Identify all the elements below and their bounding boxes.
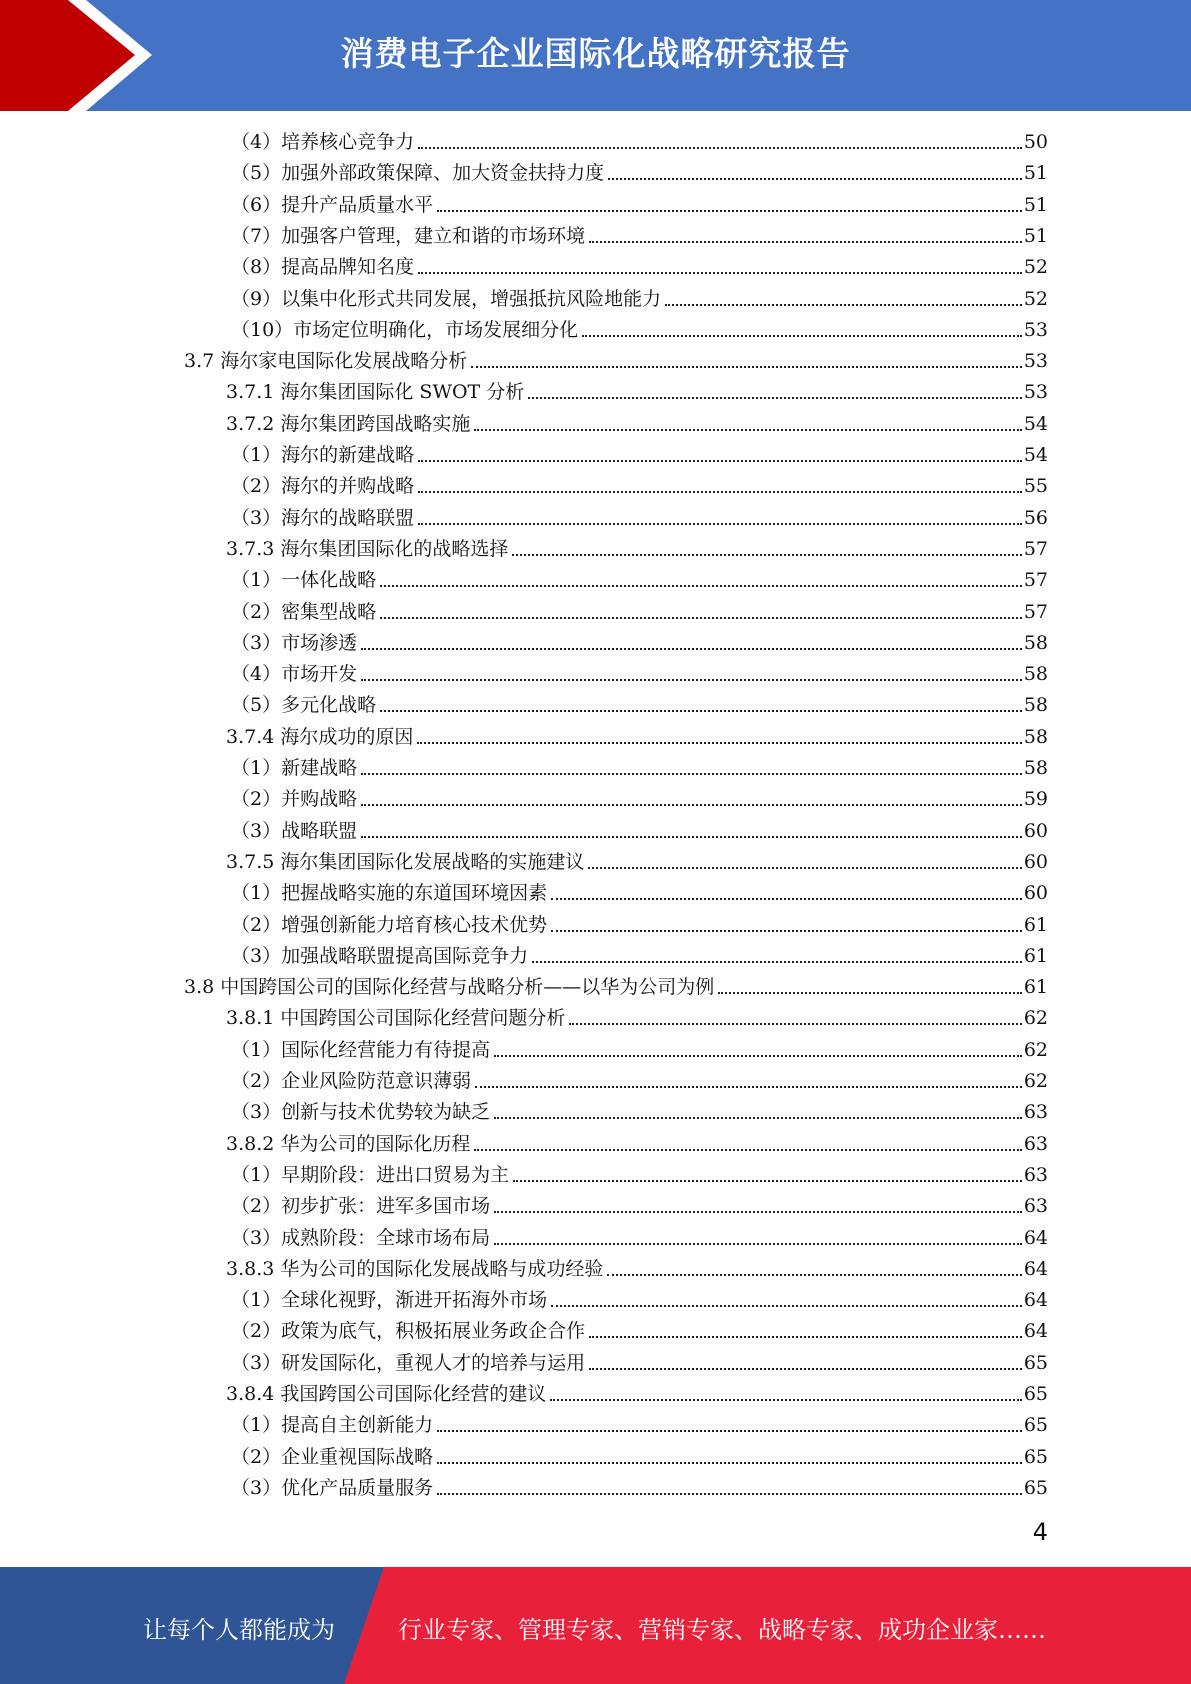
toc-entry-page: 63 bbox=[1023, 1163, 1048, 1186]
toc-entry-page: 53 bbox=[1023, 318, 1048, 341]
toc-entry[interactable] bbox=[233, 504, 1048, 532]
toc-entry[interactable] bbox=[184, 973, 1048, 1001]
toc-entry-page: 62 bbox=[1023, 1070, 1048, 1092]
toc-leader-dots bbox=[418, 460, 1022, 462]
toc-entry-label: 3.7.3 海尔集团国际化的战略选择 bbox=[226, 537, 509, 560]
toc-entry[interactable] bbox=[233, 285, 1048, 313]
toc-leader-dots bbox=[512, 554, 1021, 556]
toc-entry[interactable] bbox=[226, 1004, 1048, 1032]
toc-entry-label: （6）提升产品质量水平 bbox=[231, 193, 434, 216]
toc-leader-dots bbox=[417, 742, 1021, 744]
toc-entry-page: 65 bbox=[1023, 1414, 1048, 1437]
toc-entry-page: 52 bbox=[1023, 287, 1048, 310]
toc-leader-dots bbox=[532, 961, 1022, 963]
toc-entry-page: 65 bbox=[1023, 1351, 1048, 1374]
toc-entry-page: 63 bbox=[1023, 1101, 1048, 1124]
toc-entry[interactable] bbox=[233, 1474, 1048, 1502]
toc-leader-dots bbox=[380, 710, 1022, 712]
toc-leader-dots bbox=[589, 1336, 1022, 1338]
toc-entry-page: 51 bbox=[1023, 224, 1048, 247]
toc-leader-dots bbox=[474, 429, 1021, 431]
toc-entry-label: （3）加强战略联盟提高国际竞争力 bbox=[231, 944, 529, 967]
toc-entry[interactable] bbox=[233, 942, 1048, 970]
toc-entry-page: 64 bbox=[1023, 1320, 1048, 1343]
toc-entry-page: 62 bbox=[1023, 1038, 1048, 1061]
toc-leader-dots bbox=[474, 1149, 1021, 1151]
toc-entry-page: 57 bbox=[1023, 569, 1048, 592]
toc-leader-dots bbox=[718, 992, 1022, 994]
toc-entry-page: 63 bbox=[1023, 1132, 1048, 1155]
toc-entry[interactable] bbox=[233, 785, 1048, 813]
toc-leader-dots bbox=[475, 1086, 1022, 1088]
toc-entry-page: 60 bbox=[1023, 819, 1048, 842]
toc-leader-dots bbox=[471, 366, 1022, 368]
toc-leader-dots bbox=[608, 178, 1022, 180]
toc-entry[interactable] bbox=[233, 159, 1048, 187]
toc-leader-dots bbox=[551, 898, 1022, 900]
toc-leader-dots bbox=[513, 1180, 1022, 1182]
toc-entry-label: 3.7.2 海尔集团跨国战略实施 bbox=[226, 412, 471, 435]
toc-entry[interactable] bbox=[233, 1443, 1048, 1471]
toc-entry[interactable] bbox=[233, 629, 1048, 657]
toc-entry-label: 3.7.4 海尔成功的原因 bbox=[226, 725, 414, 748]
toc-entry-page: 65 bbox=[1023, 1476, 1048, 1499]
toc-leader-dots bbox=[589, 241, 1022, 243]
toc-entry[interactable] bbox=[233, 472, 1048, 500]
toc-entry[interactable] bbox=[233, 191, 1048, 219]
toc-entry-label: 3.7.5 海尔集团国际化发展战略的实施建议 bbox=[226, 850, 585, 873]
toc-entry-page: 64 bbox=[1023, 1257, 1048, 1280]
toc-entry-page: 58 bbox=[1023, 757, 1048, 779]
toc-entry-page: 54 bbox=[1023, 444, 1048, 466]
toc-entry-page: 62 bbox=[1023, 1007, 1048, 1030]
toc-entry-label: （2）海尔的并购战略 bbox=[231, 475, 415, 498]
toc-entry-page: 65 bbox=[1023, 1445, 1048, 1468]
toc-entry-label: 3.8.3 华为公司的国际化发展战略与成功经验 bbox=[226, 1257, 604, 1280]
toc-leader-dots bbox=[665, 304, 1022, 306]
toc-leader-dots bbox=[437, 1493, 1022, 1495]
document-title: 消费电子企业国际化战略研究报告 bbox=[340, 34, 851, 73]
toc-entry-page: 53 bbox=[1023, 381, 1048, 404]
toc-entry-label: （1）全球化视野，渐进开拓海外市场 bbox=[231, 1289, 548, 1312]
toc-entry-label: （3）战略联盟 bbox=[231, 819, 358, 842]
page-footer bbox=[0, 1567, 1191, 1684]
toc-leader-dots bbox=[582, 335, 1022, 337]
toc-entry-label: （4）培养核心竞争力 bbox=[231, 131, 415, 153]
toc-entry-page: 57 bbox=[1023, 600, 1048, 623]
toc-leader-dots bbox=[550, 1399, 1021, 1401]
toc-entry[interactable] bbox=[226, 378, 1048, 406]
toc-entry[interactable] bbox=[233, 566, 1048, 594]
toc-leader-dots bbox=[494, 1117, 1022, 1119]
toc-entry[interactable] bbox=[226, 1380, 1048, 1408]
toc-entry-page: 52 bbox=[1023, 256, 1048, 279]
toc-entry[interactable] bbox=[226, 535, 1048, 563]
footer-slogan-right: 行业专家、管理专家、营销专家、战略专家、成功企业家…… bbox=[398, 1616, 1046, 1644]
toc-leader-dots bbox=[380, 585, 1022, 587]
toc-entry-page: 54 bbox=[1023, 412, 1048, 435]
toc-entry-label: （5）多元化战略 bbox=[231, 694, 377, 717]
toc-leader-dots bbox=[380, 617, 1022, 619]
toc-entry-page: 58 bbox=[1023, 694, 1048, 717]
toc-entry-label: （10）市场定位明确化，市场发展细分化 bbox=[231, 318, 579, 341]
toc-entry-label: （8）提高品牌知名度 bbox=[231, 256, 415, 279]
toc-leader-dots bbox=[528, 397, 1022, 399]
toc-entry-label: （3）研发国际化，重视人才的培养与运用 bbox=[231, 1351, 586, 1374]
toc-entry-label: （9）以集中化形式共同发展，增强抵抗风险地能力 bbox=[231, 287, 662, 310]
toc-entry-label: （3）市场渗透 bbox=[231, 631, 358, 654]
toc-entry[interactable] bbox=[233, 253, 1048, 281]
toc-entry-page: 58 bbox=[1023, 663, 1048, 686]
toc-entry[interactable] bbox=[233, 128, 1048, 156]
toc-entry[interactable] bbox=[226, 410, 1048, 438]
toc-entry[interactable] bbox=[233, 1411, 1048, 1439]
toc-entry[interactable] bbox=[233, 1317, 1048, 1345]
toc-leader-dots bbox=[494, 1211, 1022, 1213]
toc-entry-label: （1）海尔的新建战略 bbox=[231, 444, 415, 466]
toc-leader-dots bbox=[361, 773, 1022, 775]
toc-entry-label: （2）初步扩张：进军多国市场 bbox=[231, 1195, 491, 1218]
toc-leader-dots bbox=[494, 1243, 1022, 1245]
toc-entry-page: 61 bbox=[1023, 944, 1048, 967]
toc-entry[interactable] bbox=[233, 1224, 1048, 1252]
toc-entry-page: 64 bbox=[1023, 1226, 1048, 1249]
page-number: 4 bbox=[1032, 1518, 1048, 1546]
toc-leader-dots bbox=[361, 648, 1022, 650]
toc-entry-page: 65 bbox=[1023, 1383, 1048, 1405]
toc-entry[interactable] bbox=[233, 754, 1048, 782]
toc-entry-label: （3）海尔的战略联盟 bbox=[231, 506, 415, 529]
toc-entry-page: 58 bbox=[1023, 725, 1048, 748]
toc-entry-label: 3.8.1 中国跨国公司国际化经营问题分析 bbox=[226, 1007, 566, 1030]
toc-entry[interactable] bbox=[233, 1161, 1048, 1189]
toc-entry-label: （2）政策为底气，积极拓展业务政企合作 bbox=[231, 1320, 586, 1343]
toc-entry[interactable] bbox=[233, 441, 1048, 469]
toc-entry[interactable] bbox=[233, 598, 1048, 626]
toc-entry-label: 3.8 中国跨国公司的国际化经营与战略分析——以华为公司为例 bbox=[184, 976, 715, 999]
toc-entry-page: 56 bbox=[1023, 506, 1048, 529]
toc-entry-label: （2）企业重视国际战略 bbox=[231, 1445, 434, 1468]
toc-leader-dots bbox=[361, 836, 1022, 838]
toc-leader-dots bbox=[551, 1305, 1022, 1307]
toc-entry-label: （7）加强客户管理，建立和谐的市场环境 bbox=[231, 224, 586, 247]
toc-entry-label: （5）加强外部政策保障、加大资金扶持力度 bbox=[231, 162, 605, 185]
toc-entry[interactable] bbox=[226, 1130, 1048, 1158]
toc-entry-page: 60 bbox=[1023, 850, 1048, 873]
toc-entry-label: 3.8.4 我国跨国公司国际化经营的建议 bbox=[226, 1383, 547, 1405]
page-header bbox=[0, 0, 1191, 111]
toc-entry-page: 50 bbox=[1023, 131, 1048, 153]
toc-entry-label: （1）提高自主创新能力 bbox=[231, 1414, 434, 1437]
toc-entry-label: 3.7.1 海尔集团国际化 SWOT 分析 bbox=[226, 381, 525, 404]
toc-entry[interactable] bbox=[233, 1286, 1048, 1314]
toc-entry-page: 60 bbox=[1023, 882, 1048, 905]
toc-entry[interactable] bbox=[233, 660, 1048, 688]
toc-entry-page: 55 bbox=[1023, 475, 1048, 498]
toc-entry-page: 64 bbox=[1023, 1289, 1048, 1312]
toc-leader-dots bbox=[437, 1430, 1022, 1432]
toc-entry[interactable] bbox=[226, 848, 1048, 876]
toc-entry-page: 61 bbox=[1023, 976, 1048, 999]
toc-entry-label: （1）国际化经营能力有待提高 bbox=[231, 1038, 491, 1061]
toc-entry-page: 51 bbox=[1023, 193, 1048, 216]
toc-entry[interactable] bbox=[233, 1036, 1048, 1064]
toc-entry-label: （1）新建战略 bbox=[231, 757, 358, 779]
toc-leader-dots bbox=[551, 930, 1022, 932]
toc-entry[interactable] bbox=[233, 316, 1048, 344]
toc-leader-dots bbox=[418, 272, 1022, 274]
toc-entry-page: 61 bbox=[1023, 913, 1048, 936]
toc-entry[interactable] bbox=[233, 1098, 1048, 1126]
footer-slogan-left: 让每个人都能成为 bbox=[143, 1616, 335, 1644]
toc-entry-label: （1）早期阶段：进出口贸易为主 bbox=[231, 1163, 510, 1186]
toc-leader-dots bbox=[418, 523, 1022, 525]
toc-entry-label: （1）把握战略实施的东道国环境因素 bbox=[231, 882, 548, 905]
toc-entry[interactable] bbox=[226, 723, 1048, 751]
toc-entry-page: 53 bbox=[1023, 350, 1048, 373]
toc-entry-label: 3.8.2 华为公司的国际化历程 bbox=[226, 1132, 471, 1155]
toc-leader-dots bbox=[589, 1368, 1022, 1370]
toc-entry[interactable] bbox=[233, 222, 1048, 250]
toc-leader-dots bbox=[588, 867, 1021, 869]
toc-leader-dots bbox=[607, 1274, 1021, 1276]
toc-entry[interactable] bbox=[233, 879, 1048, 907]
toc-leader-dots bbox=[437, 1462, 1022, 1464]
toc-leader-dots bbox=[418, 491, 1022, 493]
toc-entry-label: （4）市场开发 bbox=[231, 663, 358, 686]
toc-entry-label: （2）增强创新能力培育核心技术优势 bbox=[231, 913, 548, 936]
toc-entry[interactable] bbox=[233, 911, 1048, 939]
toc-leader-dots bbox=[361, 679, 1022, 681]
toc-entry-page: 63 bbox=[1023, 1195, 1048, 1218]
toc-entry-label: （2）企业风险防范意识薄弱 bbox=[231, 1070, 472, 1092]
toc-leader-dots bbox=[437, 210, 1022, 212]
toc-leader-dots bbox=[494, 1055, 1022, 1057]
toc-leader-dots bbox=[418, 147, 1022, 149]
toc-entry[interactable] bbox=[233, 1067, 1048, 1095]
toc-entry-label: （3）成熟阶段：全球市场布局 bbox=[231, 1226, 491, 1249]
toc-entry-page: 59 bbox=[1023, 788, 1048, 811]
toc-entry[interactable] bbox=[233, 817, 1048, 845]
toc-entry[interactable] bbox=[184, 347, 1048, 375]
toc-entry-label: 3.7 海尔家电国际化发展战略分析 bbox=[184, 350, 468, 373]
toc-entry[interactable] bbox=[226, 1255, 1048, 1283]
toc-leader-dots bbox=[361, 804, 1022, 806]
toc-entry-page: 58 bbox=[1023, 631, 1048, 654]
toc-entry-page: 57 bbox=[1023, 537, 1048, 560]
toc-entry[interactable] bbox=[233, 1192, 1048, 1220]
toc-entry-label: （3）优化产品质量服务 bbox=[231, 1476, 434, 1499]
toc-entry[interactable] bbox=[233, 691, 1048, 719]
toc-entry-label: （2）密集型战略 bbox=[231, 600, 377, 623]
toc-entry-label: （3）创新与技术优势较为缺乏 bbox=[231, 1101, 491, 1124]
toc-entry-label: （2）并购战略 bbox=[231, 788, 358, 811]
toc-entry[interactable] bbox=[233, 1349, 1048, 1377]
toc-entry-label: （1）一体化战略 bbox=[231, 569, 377, 592]
toc-entry-page: 51 bbox=[1023, 162, 1048, 185]
toc-leader-dots bbox=[569, 1023, 1021, 1025]
